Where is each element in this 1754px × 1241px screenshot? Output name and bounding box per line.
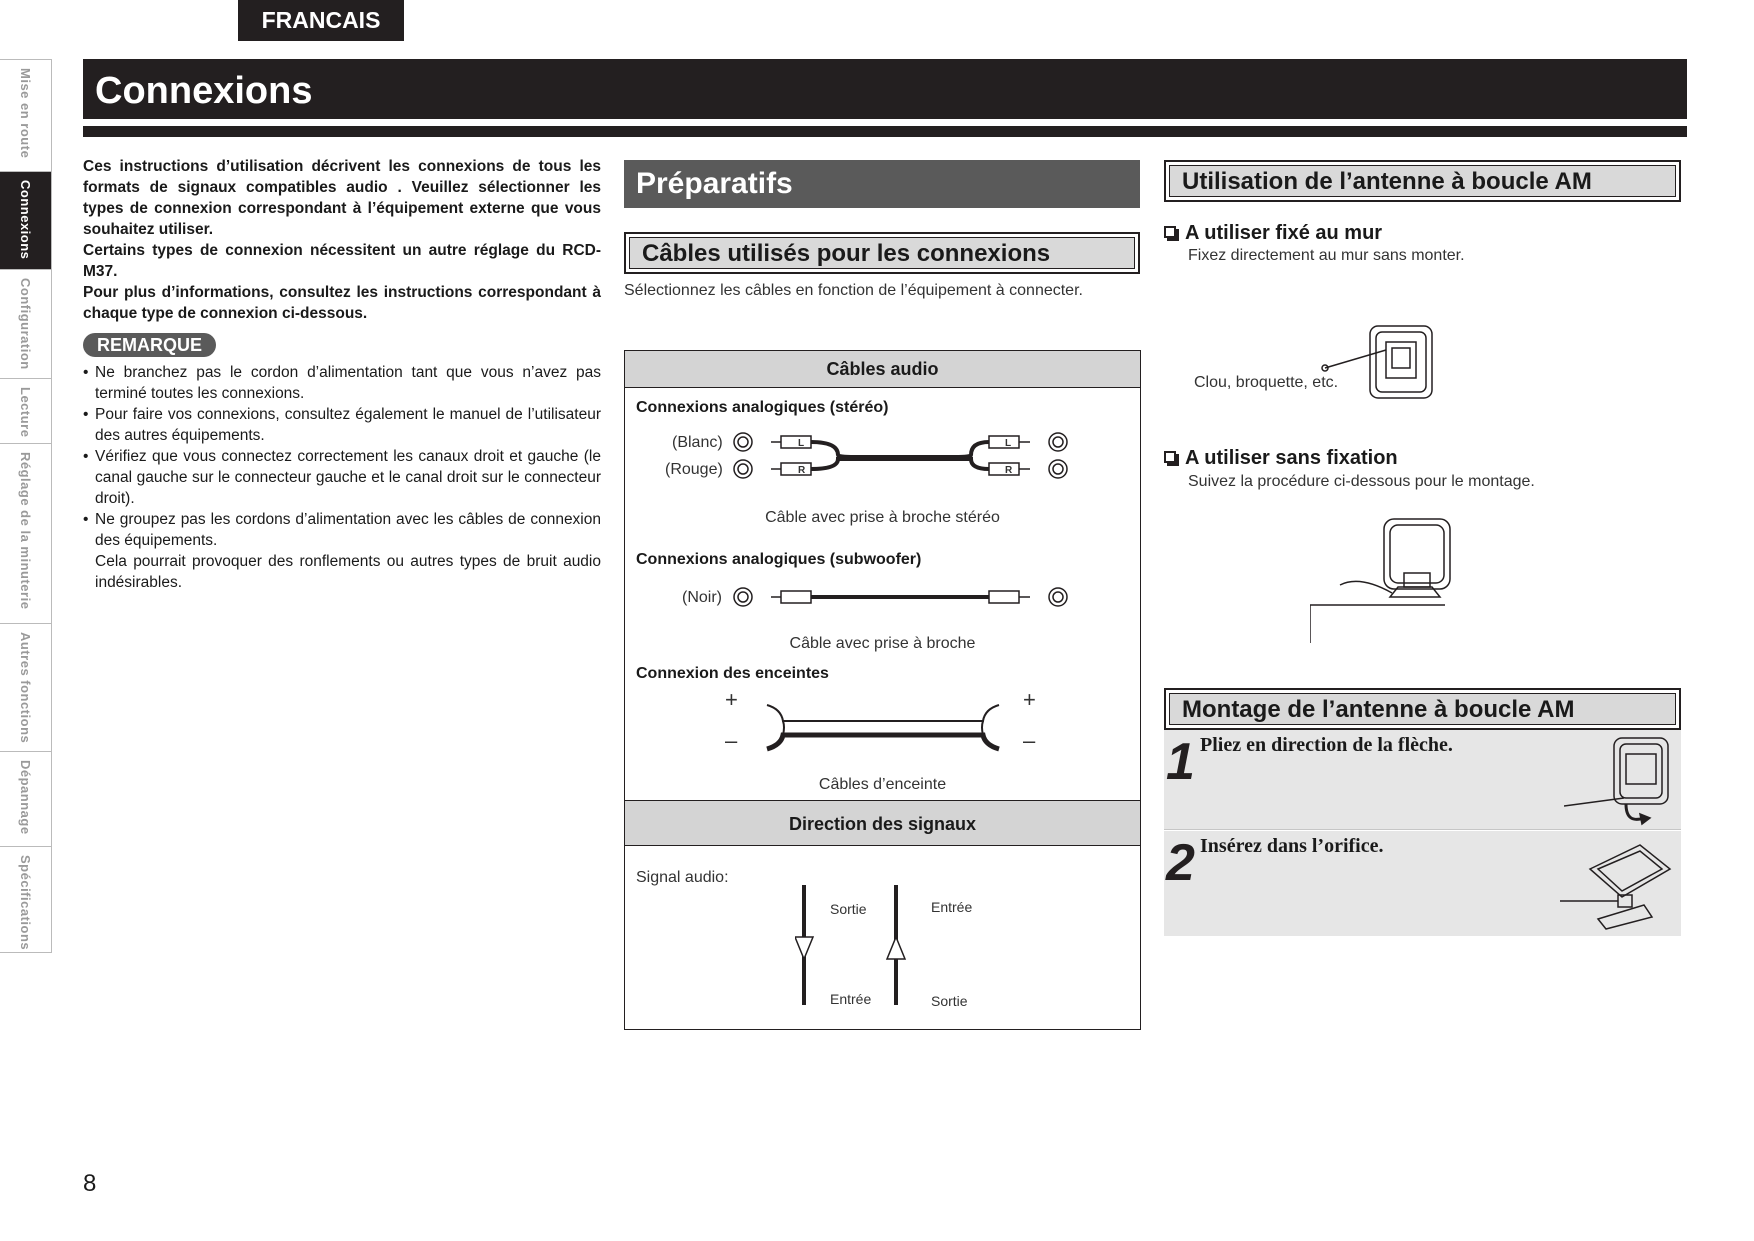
entree-label: Entrée: [830, 991, 872, 1007]
language-tab: FRANCAIS: [238, 0, 404, 41]
side-tab-label: Réglage de la minuterie: [18, 452, 33, 610]
free-standing-heading: [1164, 447, 1398, 470]
cables-intro: Sélectionnez les câbles en fonction de l’équipement à connecter.: [624, 282, 1083, 299]
jack-icon: [1049, 460, 1067, 478]
mount-step: [1164, 730, 1681, 830]
side-tab-label: Mise en route: [18, 68, 33, 159]
list-item: • Vérifiez que vous connectez correctement les canaux droit et gauche (le canal gauche sur le connecteur gauche et le canal droit sur le connecteur droit).: [83, 446, 601, 509]
step-number: 1: [1166, 733, 1195, 791]
jack-icon: [734, 433, 752, 451]
cables-heading: Câbles utilisés pour les connexions: [629, 237, 1135, 269]
label-rouge: (Rouge): [665, 461, 723, 478]
side-tab-mise-en-route[interactable]: [0, 59, 52, 171]
analog-stereo-heading: Connexions analogiques (stéréo): [636, 399, 889, 416]
jack-icon: [734, 460, 752, 478]
list-item-continuation: Cela pourrait provoquer des ronflements ou autres types de bruit audio indésirables.: [95, 553, 601, 591]
label-blanc: (Blanc): [672, 434, 723, 451]
label-noir: (Noir): [682, 589, 722, 606]
step-text: Pliez en direction de la flèche.: [1200, 734, 1453, 756]
stereo-cable-caption: Câble avec prise à broche stéréo: [765, 509, 1000, 526]
side-tab-lecture[interactable]: [0, 378, 52, 443]
sub-cable-illustration: [725, 583, 1085, 613]
entree-label: Entrée: [931, 899, 973, 915]
antenna-fold-illustration: [1564, 734, 1679, 828]
side-tab-label: Dépannage: [18, 760, 33, 835]
intro-paragraph: Pour plus d’informations, consultez les instructions correspondant à chaque type de connexion ci-dessous.: [83, 284, 601, 322]
cables-heading-box: [624, 232, 1140, 274]
am-mount-heading-box: [1164, 688, 1681, 730]
wall-mount-heading: [1164, 222, 1382, 245]
speaker-cable-caption: Câbles d’enceinte: [818, 776, 947, 793]
analog-sub-heading: Connexions analogiques (subwoofer): [636, 551, 922, 568]
am-use-heading: Utilisation de l’antenne à boucle AM: [1169, 165, 1676, 197]
free-standing-desc: Suivez la procédure ci-dessous pour le montage.: [1188, 473, 1535, 490]
am-use-heading-box: [1164, 160, 1681, 202]
plus-sign: +: [1023, 687, 1036, 712]
side-tab-label: Spécifications: [18, 855, 33, 951]
header-rule: [83, 126, 1687, 137]
signal-direction-header: Direction des signaux: [625, 800, 1140, 846]
side-tab-label: Lecture: [18, 387, 33, 438]
list-item: • Pour faire vos connexions, consultez également le manuel de l’utilisateur des autres équipements.: [83, 404, 601, 446]
remarque-list: [83, 362, 601, 593]
side-tab-reglage-minuterie[interactable]: [0, 443, 52, 623]
plug-label-r: R: [1005, 465, 1013, 476]
sub-cable-caption: Câble avec prise à broche: [789, 635, 976, 652]
wall-mount-desc: Fixez directement au mur sans monter.: [1188, 247, 1465, 264]
side-navigation: [0, 59, 53, 953]
page-title: Connexions: [83, 59, 1687, 119]
jack-icon: [1049, 433, 1067, 451]
jack-icon: [734, 588, 752, 606]
checkbox-icon: [1164, 226, 1176, 238]
step-text: Insérez dans l’orifice.: [1200, 835, 1384, 857]
section-title-preparatifs: Préparatifs: [624, 160, 1140, 208]
side-tab-autres-fonctions[interactable]: [0, 623, 52, 751]
intro-paragraph: Ces instructions d’utilisation décrivent les connexions de tous les formats de signaux compatibles audio . Veuillez sélectionner les types de connexion correspondant à l’équipement externe que vous souhaitez utiliser.: [83, 158, 601, 238]
plug-label-l: L: [798, 438, 805, 449]
side-tab-depannage[interactable]: [0, 751, 52, 846]
page-number: 8: [83, 1170, 97, 1197]
plug-label-l: L: [1005, 438, 1012, 449]
side-tab-label: Autres fonctions: [18, 632, 33, 744]
side-tab-label: Connexions: [18, 180, 33, 260]
wall-mount-title: A utiliser fixé au mur: [1185, 222, 1383, 244]
am-mount-heading: Montage de l’antenne à boucle AM: [1169, 693, 1676, 725]
wall-mount-caption: Clou, broquette, etc.: [1194, 374, 1339, 391]
remarque-badge: REMARQUE: [83, 333, 216, 357]
signal-audio-label: Signal audio:: [636, 869, 729, 886]
intro-text: [83, 156, 601, 324]
side-tab-specifications[interactable]: [0, 846, 52, 953]
mount-step: [1164, 831, 1681, 936]
jack-icon: [1049, 588, 1067, 606]
antenna-wall-illustration: [1320, 320, 1450, 402]
antenna-insert-illustration: [1560, 839, 1675, 931]
antenna-stand-illustration: [1310, 515, 1460, 645]
side-tab-configuration[interactable]: [0, 269, 52, 378]
arrow-down-icon: [795, 937, 813, 959]
audio-cables-header: Câbles audio: [625, 351, 1140, 388]
sortie-label: Sortie: [931, 993, 968, 1009]
minus-sign: –: [1023, 728, 1036, 753]
step-number: 2: [1166, 834, 1195, 892]
stereo-cable-illustration: [725, 429, 1085, 479]
plug-label-r: R: [798, 465, 806, 476]
checkbox-icon: [1164, 451, 1176, 463]
side-tab-connexions[interactable]: [0, 171, 52, 269]
cable-table: [624, 350, 1141, 1030]
free-standing-title: A utiliser sans fixation: [1185, 447, 1398, 469]
speaker-heading: Connexion des enceintes: [636, 665, 829, 682]
list-item: • Ne branchez pas le cordon d’alimentation tant que vous n’avez pas terminé toutes les connexions.: [83, 362, 601, 404]
intro-paragraph: Certains types de connexion nécessitent un autre réglage du RCD-M37.: [83, 242, 601, 280]
sortie-label: Sortie: [830, 901, 867, 917]
side-tab-label: Configuration: [18, 278, 33, 370]
speaker-cable-illustration: [753, 701, 1013, 761]
arrow-up-icon: [887, 937, 905, 959]
minus-sign: –: [725, 728, 738, 753]
plus-sign: +: [725, 687, 738, 712]
list-item: • Ne groupez pas les cordons d’alimentation avec les câbles de connexion des équipements.: [83, 509, 601, 551]
